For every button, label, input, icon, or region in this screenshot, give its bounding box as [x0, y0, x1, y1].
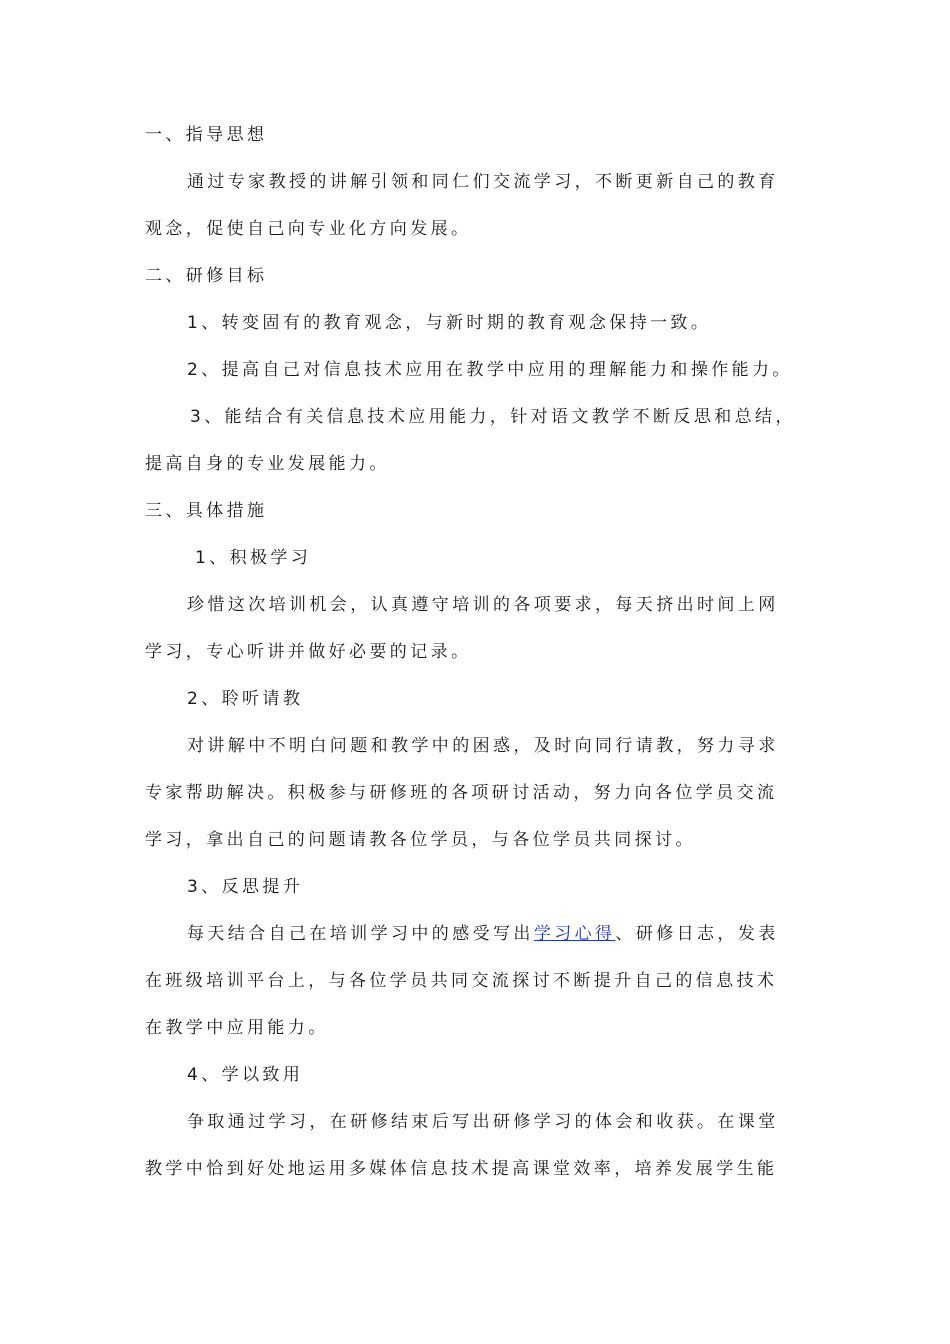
text-segment: 每天结合自己在培训学习中的感受写出 — [187, 924, 534, 944]
section-heading-study-goals: 二、研修目标 — [145, 266, 268, 286]
paragraph-line: 在教学中应用能力。 — [145, 1018, 329, 1038]
paragraph-line-with-link — [145, 911, 777, 958]
measure-title-2: 2、聆听请教 — [187, 689, 304, 709]
document-body — [145, 112, 796, 1193]
measure-title-4: 4、学以致用 — [187, 1065, 304, 1085]
measure-title-1: 1、积极学习 — [195, 548, 312, 568]
paragraph-line: 通过专家教授的讲解引领和同仁们交流学习，不断更新自己的教育 — [187, 172, 779, 192]
paragraph-line: 珍惜这次培训机会，认真遵守培训的各项要求，每天挤出时间上网 — [187, 595, 779, 615]
section-heading-guiding-thought: 一、指导思想 — [145, 125, 268, 145]
study-notes-link[interactable]: 学习心得 — [533, 924, 616, 944]
paragraph-line: 提高自身的专业发展能力。 — [145, 454, 390, 474]
paragraph-line: 专家帮助解决。积极参与研修班的各项研讨活动，努力向各位学员交流 — [145, 783, 778, 803]
paragraph-line: 在班级培训平台上，与各位学员共同交流探讨不断提升自己的信息技术 — [145, 971, 778, 991]
goal-item-1: 1、转变固有的教育观念，与新时期的教育观念保持一致。 — [187, 313, 712, 333]
goal-item-3: 3、能结合有关信息技术应用能力，针对语文教学不断反思和总结， — [190, 407, 796, 427]
paragraph-line: 对讲解中不明白问题和教学中的困惑，及时向同行请教，努力寻求 — [187, 736, 779, 756]
paragraph-line: 争取通过学习，在研修结束后写出研修学习的体会和收获。在课堂 — [187, 1112, 779, 1132]
measure-title-3: 3、反思提升 — [187, 877, 304, 897]
paragraph-line: 教学中恰到好处地运用多媒体信息技术提高课堂效率，培养发展学生能 — [145, 1159, 778, 1179]
section-heading-measures: 三、具体措施 — [145, 501, 268, 521]
paragraph-line: 观念，促使自己向专业化方向发展。 — [145, 219, 472, 239]
paragraph-line: 学习，拿出自己的问题请教各位学员，与各位学员共同探讨。 — [145, 830, 696, 850]
goal-item-2: 2、提高自己对信息技术应用在教学中应用的理解能力和操作能力。 — [187, 360, 793, 380]
paragraph-line: 学习，专心听讲并做好必要的记录。 — [145, 642, 472, 662]
text-segment: 、研修日志，发表 — [615, 924, 779, 944]
